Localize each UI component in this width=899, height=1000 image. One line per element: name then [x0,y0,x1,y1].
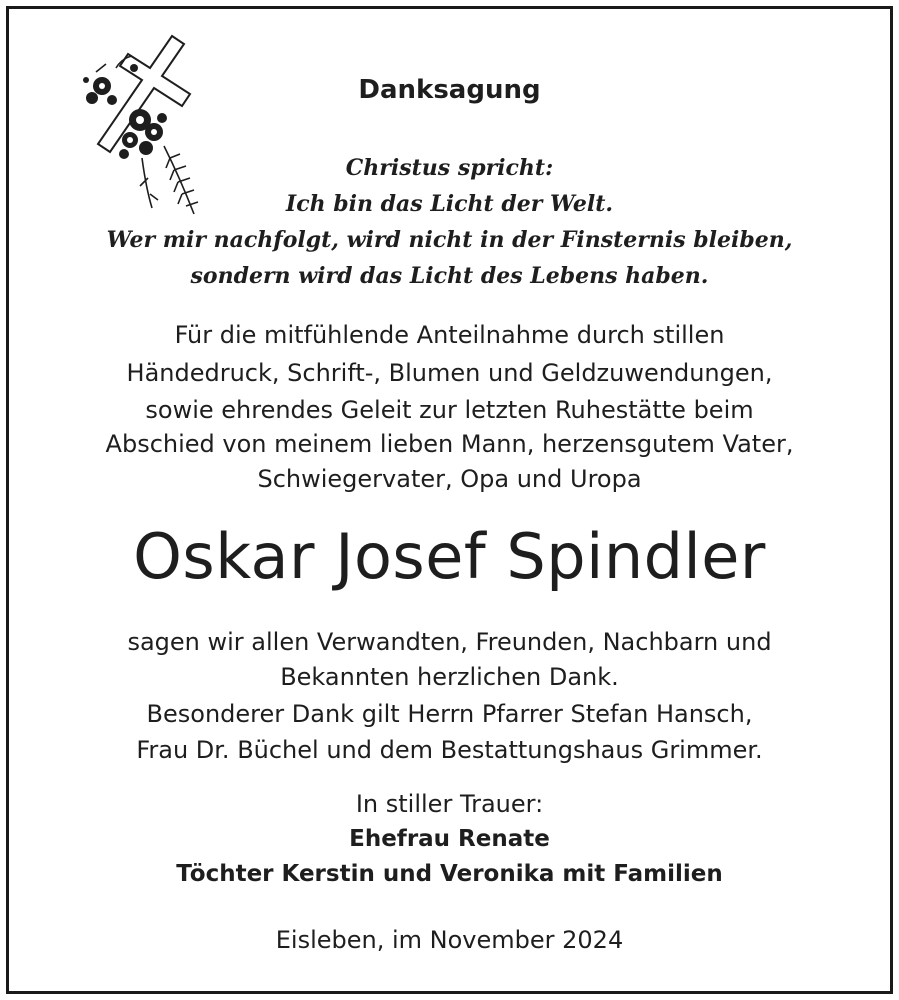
mourning-label: In stiller Trauer: [355,790,544,818]
verse-line-2: Ich bin das Licht der Welt. [285,191,614,217]
verse-line-1: Christus spricht: [345,155,554,181]
notice-title: Danksagung [358,75,541,105]
thanks-line-3: Besonderer Dank gilt Herrn Pfarrer Stefan Hansch, [146,700,753,728]
mourner-daughters: Töchter Kerstin und Veronika mit Familien [176,861,723,887]
deceased-name: Oskar Josef Spindler [133,520,766,593]
place-date: Eisleben, im November 2024 [275,926,624,954]
verse-line-3: Wer mir nachfolgt, wird nicht in der Finsternis bleiben, [106,227,793,253]
thanks-line-2: Bekannten herzlichen Dank. [280,663,619,691]
intro-line-1: Für die mitfühlende Anteilnahme durch stillen [174,321,725,349]
intro-line-3: sowie ehrendes Geleit zur letzten Ruhestätte beim [145,396,754,424]
intro-line-4: Abschied von meinem lieben Mann, herzensgutem Vater, [105,430,794,458]
thanks-line-4: Frau Dr. Büchel und dem Bestattungshaus Grimmer. [136,736,763,764]
intro-line-2: Händedruck, Schrift-, Blumen und Geldzuwendungen, [126,359,773,387]
intro-line-5: Schwiegervater, Opa und Uropa [257,465,642,493]
mourner-spouse: Ehefrau Renate [349,826,550,852]
verse-line-4: sondern wird das Licht des Lebens haben. [190,263,709,289]
thanks-line-1: sagen wir allen Verwandten, Freunden, Nachbarn und [127,628,772,656]
